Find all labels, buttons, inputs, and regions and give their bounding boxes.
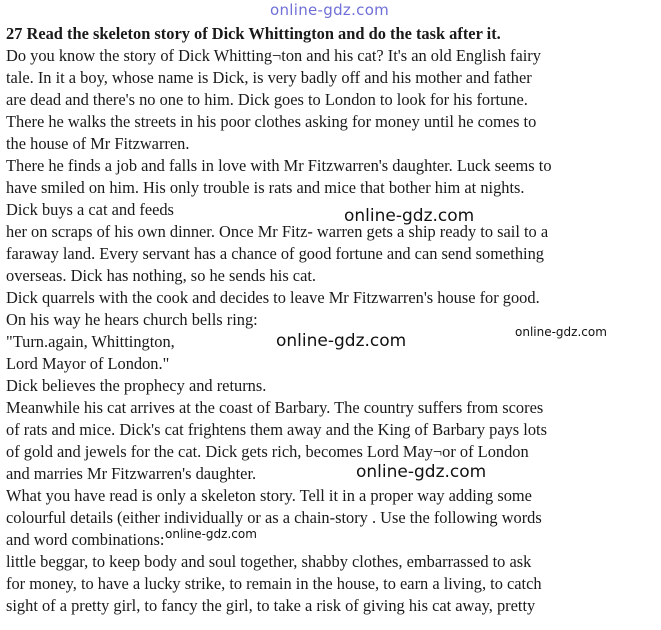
text-line: faraway land. Every servant has a chance of good fortune and can send something — [6, 244, 544, 263]
text-line: There he finds a job and falls in love with Mr Fitzwarren's daughter. Luck seems to — [6, 156, 552, 175]
text-line: of gold and jewels for the cat. Dick gets rich, becomes Lord May¬or of London — [6, 442, 529, 461]
text-line: There he walks the streets in his poor clothes asking for money until he comes to — [6, 112, 537, 131]
watermark: online-gdz.com — [515, 325, 607, 339]
task-line: and word combinations: — [6, 530, 165, 549]
text-line: her on scraps of his own dinner. Once Mr Fitz- warren gets a ship ready to sail to a — [6, 222, 549, 241]
word-list-line: for money, to have a lucky strike, to remain in the house, to earn a living, to catch — [6, 574, 542, 593]
text-line: the house of Mr Fitzwarren. — [6, 134, 190, 153]
poem-line: Lord Mayor of London." — [6, 354, 170, 373]
text-line: and marries Mr Fitzwarren's daughter. — [6, 464, 257, 483]
watermark: online-gdz.com — [276, 331, 407, 351]
task-line: colourful details (either individually or as a chain-story . Use the following words — [6, 508, 542, 527]
text-line: of rats and mice. Dick's cat frightens them away and the King of Barbary pays lots — [6, 420, 547, 439]
text-line: Do you know the story of Dick Whitting¬ton and his cat? It's an old English fairy — [6, 46, 541, 65]
text-line: Dick buys a cat and feeds — [6, 200, 174, 219]
text-line: are dead and there's no one to him. Dick goes to London to look for his fortune. — [6, 90, 528, 109]
text-line: overseas. Dick has nothing, so he sends his cat. — [6, 266, 316, 285]
text-line: have smiled on him. His only trouble is rats and mice that bother him at nights. — [6, 178, 525, 197]
exercise-text — [6, 23, 658, 617]
watermark: online-gdz.com — [344, 206, 475, 226]
word-list-line: sight of a pretty girl, to fancy the girl, to take a risk of giving his cat away, pretty — [6, 596, 536, 615]
watermark-top: online-gdz.com — [270, 1, 390, 19]
text-line: Dick believes the prophecy and returns. — [6, 376, 267, 395]
text-line: Dick quarrels with the cook and decides to leave Mr Fitzwarren's house for good. — [6, 288, 540, 307]
exercise-heading: 27 Read the skeleton story of Dick Whittington and do the task after it. — [6, 24, 501, 43]
task-line: What you have read is only a skeleton story. Tell it in a proper way adding some — [6, 486, 532, 505]
word-list-line: little beggar, to keep body and soul together, shabby clothes, embarrassed to ask — [6, 552, 532, 571]
text-line: tale. In it a boy, whose name is Dick, is very badly off and his mother and father — [6, 68, 532, 87]
watermark: online-gdz.com — [356, 462, 487, 482]
watermark: online-gdz.com — [165, 527, 257, 541]
text-line: Meanwhile his cat arrives at the coast of Barbary. The country suffers from scores — [6, 398, 544, 417]
text-line: On his way he hears church bells ring: — [6, 310, 258, 329]
poem-line: "Turn.again, Whittington, — [6, 332, 175, 351]
